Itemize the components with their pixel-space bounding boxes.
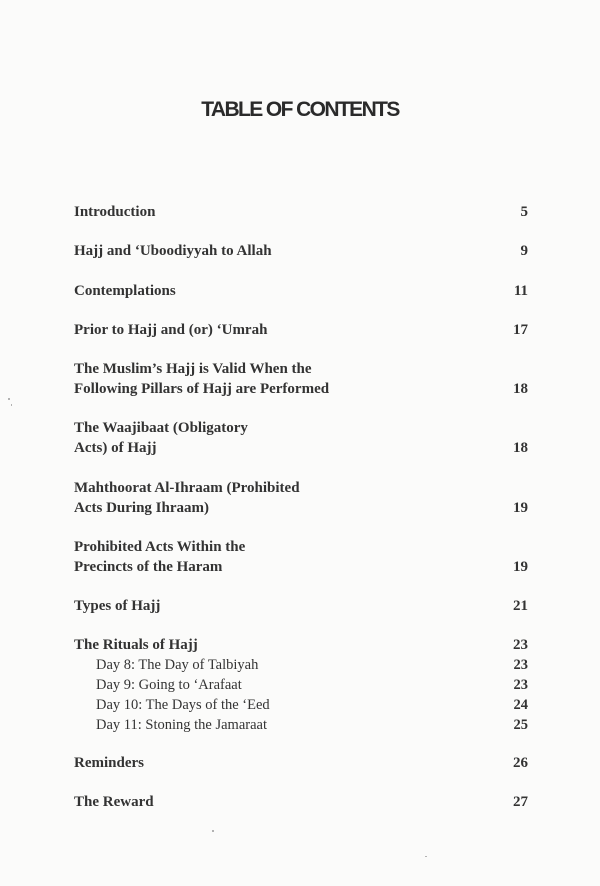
toc-subentry-page: 23 bbox=[513, 677, 528, 693]
toc-entry-rituals bbox=[74, 635, 528, 655]
toc-entry-page: 18 bbox=[513, 381, 528, 397]
toc-entry-page: 5 bbox=[520, 204, 528, 220]
toc-entry-hajj-uboodiyyah bbox=[74, 241, 528, 261]
toc-entry-label: The Reward bbox=[74, 794, 154, 810]
toc-entry-page: 21 bbox=[513, 598, 528, 614]
scan-speck bbox=[11, 404, 12, 406]
toc-subentry-day-11 bbox=[96, 715, 528, 735]
toc-subentry-label: Day 10: The Days of the ‘Eed bbox=[96, 697, 270, 713]
toc-entry-types-of-hajj bbox=[74, 596, 528, 616]
toc-entry-page: 23 bbox=[513, 637, 528, 653]
toc-subentry-page: 24 bbox=[513, 697, 528, 713]
toc-entry-label: Prior to Hajj and (or) ‘Umrah bbox=[74, 322, 268, 338]
toc-entry-prior-to-hajj bbox=[74, 320, 528, 340]
toc-entry-page: 17 bbox=[513, 322, 528, 338]
toc-subentry-page: 25 bbox=[513, 717, 528, 733]
toc-subentry-label: Day 8: The Day of Talbiyah bbox=[96, 657, 259, 673]
toc-entry-label: Types of Hajj bbox=[74, 598, 161, 614]
toc-entry-introduction bbox=[74, 202, 528, 222]
toc-subentry-day-8 bbox=[96, 655, 528, 675]
toc-entry-mahthoorat bbox=[74, 478, 528, 518]
toc-entry-page: 9 bbox=[520, 243, 528, 259]
toc-entry-page: 19 bbox=[513, 559, 528, 575]
toc-entry-label: Introduction bbox=[74, 204, 156, 220]
toc-subentry-day-9 bbox=[96, 675, 528, 695]
toc-entry-pillars bbox=[74, 359, 528, 399]
scan-speck bbox=[212, 830, 214, 832]
toc-entry-page: 26 bbox=[513, 755, 528, 771]
toc-entry-label: The Waajibaat (Obligatory Acts) of Hajj bbox=[74, 420, 248, 456]
scan-speck bbox=[425, 856, 427, 857]
toc-entry-label: Mahthoorat Al-Ihraam (Prohibited Acts During Ihraam) bbox=[74, 480, 300, 516]
toc-entry-label: Contemplations bbox=[74, 283, 176, 299]
toc-entry-prohibited-haram bbox=[74, 537, 528, 577]
toc-entry-page: 27 bbox=[513, 794, 528, 810]
toc-subentry-label: Day 11: Stoning the Jamaraat bbox=[96, 717, 268, 733]
toc-subentry-label: Day 9: Going to ‘Arafaat bbox=[96, 677, 242, 693]
toc-entry-reward bbox=[74, 792, 528, 812]
scan-speck bbox=[8, 398, 10, 400]
toc-entry-contemplations bbox=[74, 281, 528, 301]
page-title: TABLE OF CONTENTS bbox=[201, 98, 399, 121]
toc-entry-label: The Rituals of Hajj bbox=[74, 637, 198, 653]
toc-entry-waajibaat bbox=[74, 418, 528, 458]
toc-entry-label: Prohibited Acts Within the Precincts of the Haram bbox=[74, 539, 246, 575]
toc-subentry-page: 23 bbox=[513, 657, 528, 673]
toc-entry-label: Reminders bbox=[74, 755, 144, 771]
toc-entry-label: The Muslim’s Hajj is Valid When the Following Pillars of Hajj are Performed bbox=[74, 361, 330, 397]
toc-entry-page: 19 bbox=[513, 500, 528, 516]
toc-entry-label: Hajj and ‘Uboodiyyah to Allah bbox=[74, 243, 272, 259]
toc-subentry-day-10 bbox=[96, 695, 528, 715]
toc-entry-page: 11 bbox=[513, 283, 528, 299]
toc-entry-page: 18 bbox=[513, 440, 528, 456]
toc-entry-reminders bbox=[74, 753, 528, 773]
